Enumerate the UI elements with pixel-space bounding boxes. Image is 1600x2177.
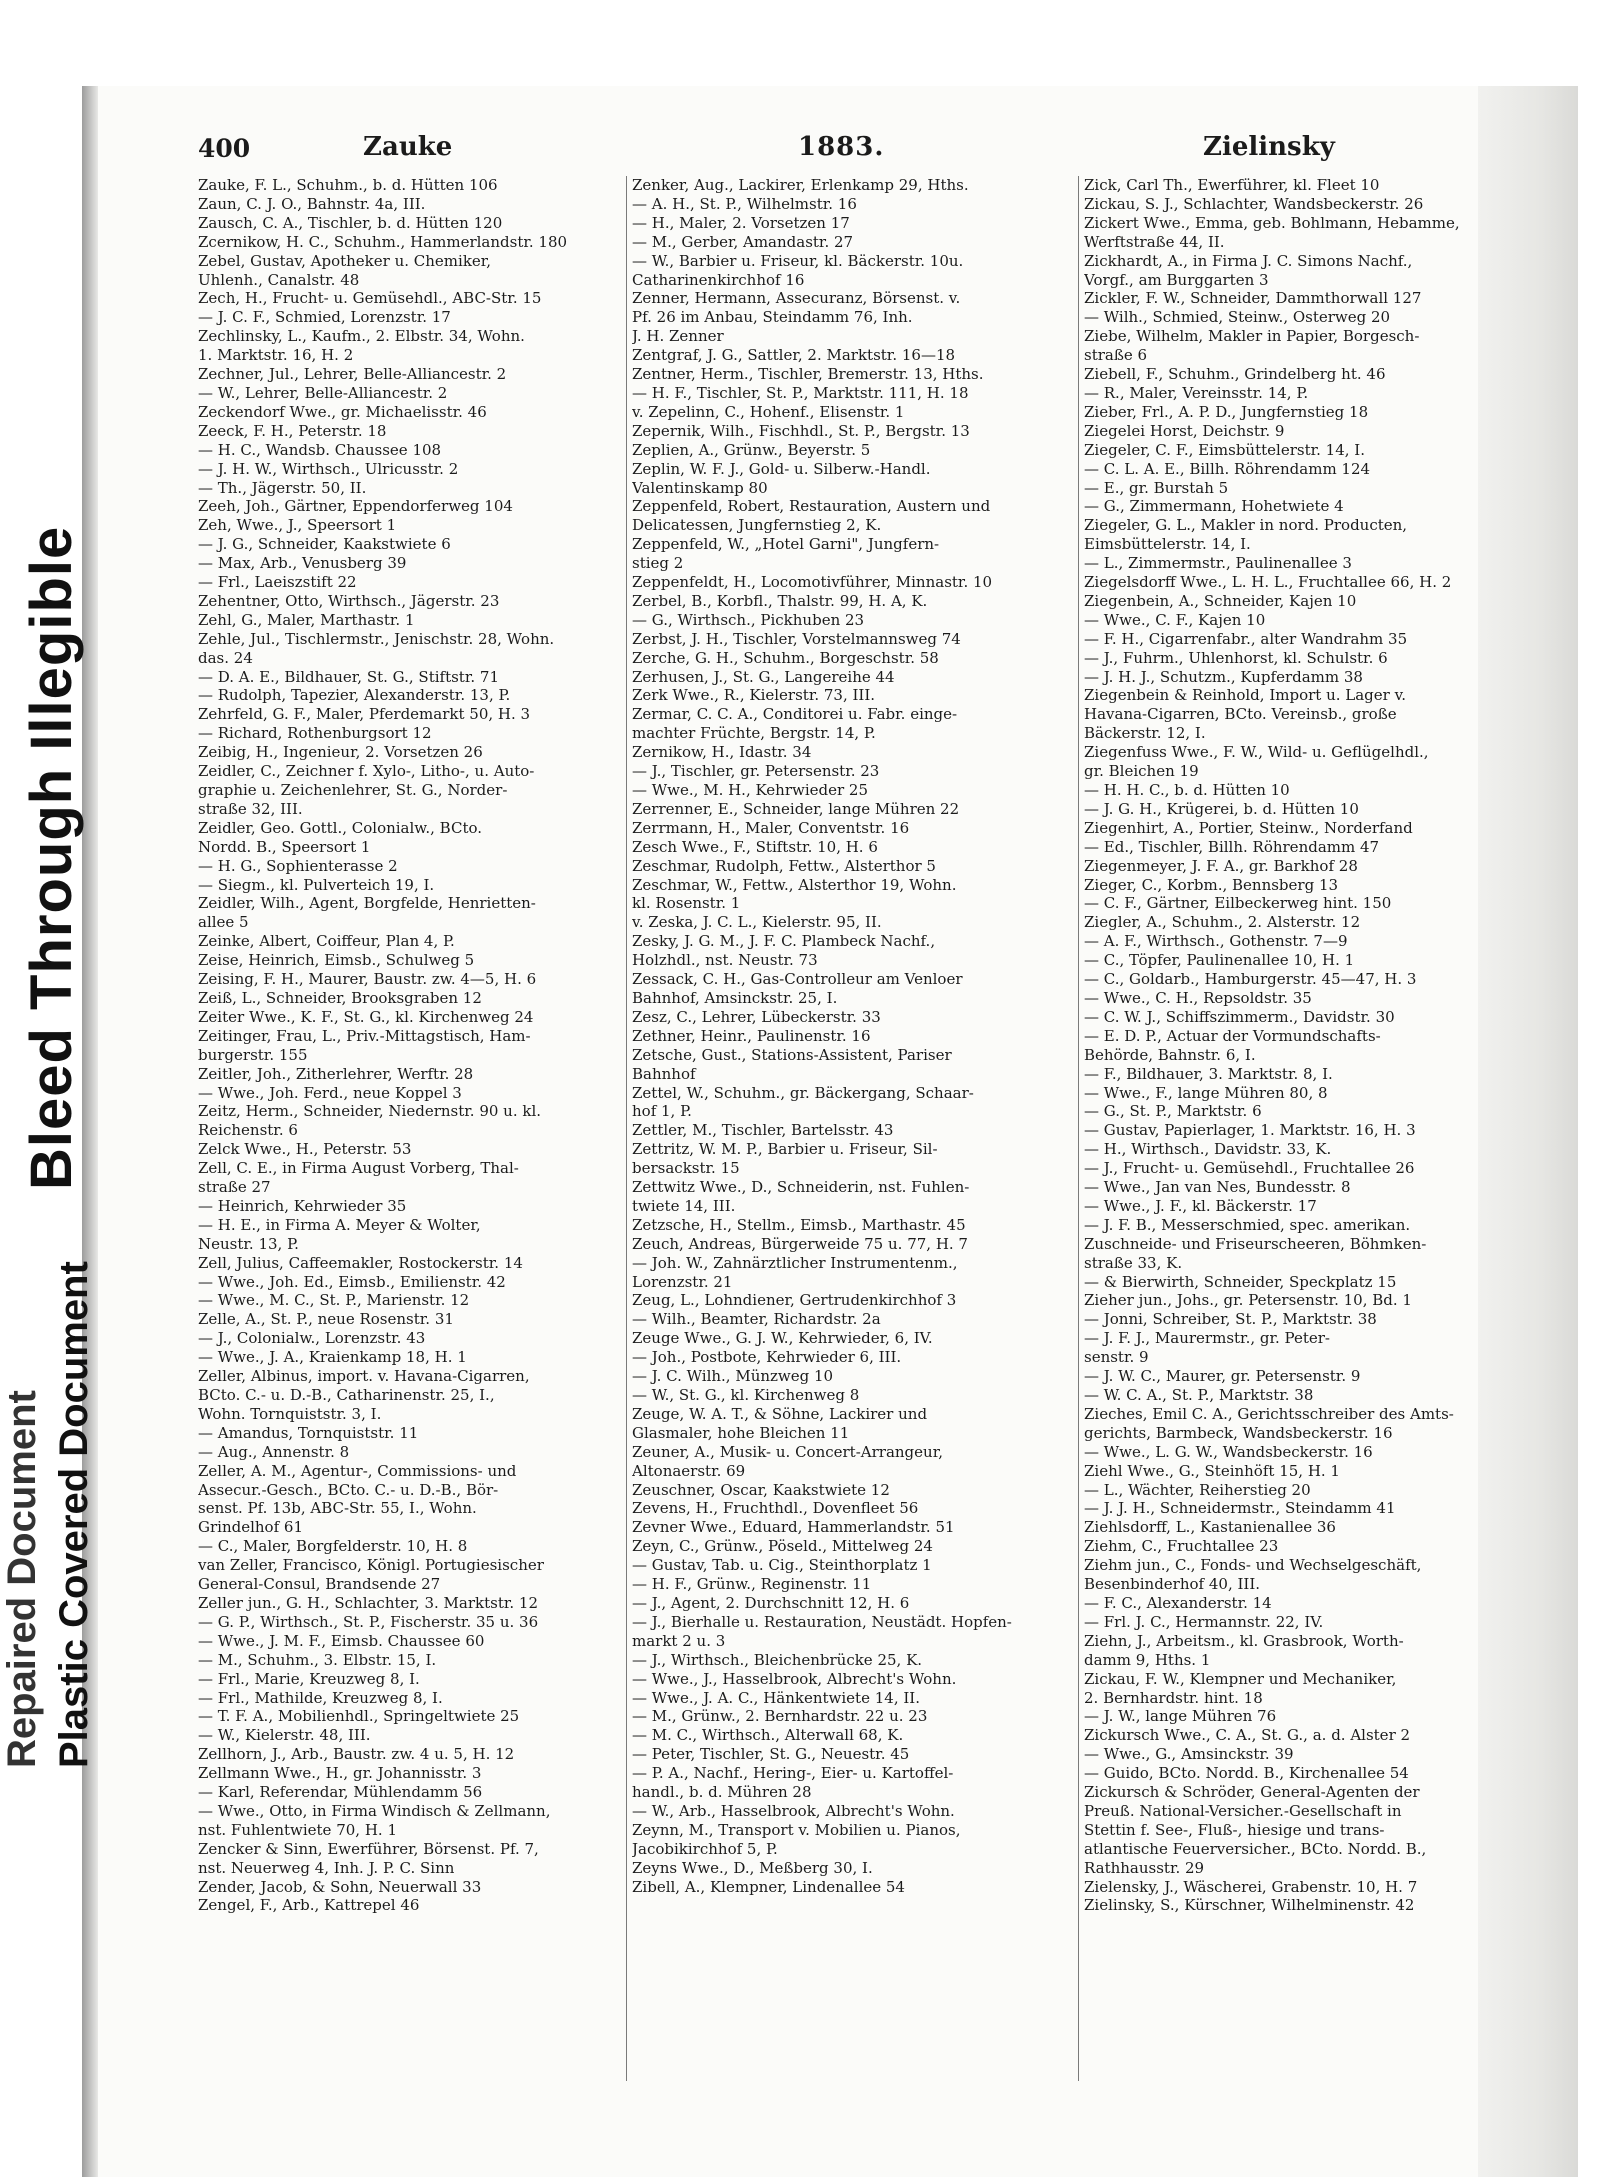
directory-entry-line: Zeppenfeld, Robert, Restauration, Austern und	[632, 497, 991, 516]
directory-entry-line: — J. J. H., Schneidermstr., Steindamm 41	[1084, 1499, 1396, 1518]
directory-entry-line: v. Zeska, J. C. L., Kielerstr. 95, II.	[632, 913, 882, 932]
directory-entry-line: — J. F. B., Messerschmied, spec. amerikan.	[1084, 1215, 1411, 1234]
directory-entry-line: — F. H., Cigarrenfabr., alter Wandrahm 35	[1084, 629, 1408, 648]
directory-entry-line: Zielinsky, S., Kürschner, Wilhelminenstr. 42	[1084, 1896, 1415, 1915]
directory-entry-line: Nordd. B., Speersort 1	[198, 837, 371, 856]
directory-entry-line: 1. Marktstr. 16, H. 2	[198, 346, 354, 365]
directory-entry-line: — M., Gerber, Amandastr. 27	[632, 232, 854, 251]
directory-entry-line: — J. G., Schneider, Kaakstwiete 6	[198, 535, 451, 554]
running-head	[198, 130, 1538, 174]
bleed-through-notice-text: Bleed Through Illegible	[19, 525, 84, 1190]
directory-entry-line: — J., Fuhrm., Uhlenhorst, kl. Schulstr. 6	[1084, 648, 1388, 667]
directory-entry-line: Ziegenbein, A., Schneider, Kajen 10	[1084, 591, 1357, 610]
last-entry-catchword: Zielinsky	[1203, 132, 1335, 162]
directory-entry-line: Lorenzstr. 21	[632, 1272, 733, 1291]
directory-entry-line: — Richard, Rothenburgsort 12	[198, 724, 432, 743]
directory-entry-line: — Wwe., C. H., Repsoldstr. 35	[1084, 988, 1312, 1007]
directory-entry-line: — Frl. J. C., Hermannstr. 22, IV.	[1084, 1612, 1324, 1631]
directory-entry-line: — C., Maler, Borgfelderstr. 10, H. 8	[198, 1537, 468, 1556]
directory-entry-line: Altonaerstr. 69	[632, 1461, 746, 1480]
directory-entry-line: Zeug, L., Lohndiener, Gertrudenkirchhof 3	[632, 1291, 957, 1310]
directory-entry-line: Zelck Wwe., H., Peterstr. 53	[198, 1140, 412, 1159]
directory-entry-line: — H. G., Sophienterasse 2	[198, 856, 398, 875]
directory-entry-line: Zetzsche, H., Stellm., Eimsb., Marthastr. 45	[632, 1215, 966, 1234]
directory-entry-line: — Max, Arb., Venusberg 39	[198, 554, 407, 573]
directory-entry-line: — C. L. A. E., Billh. Röhrendamm 124	[1084, 459, 1371, 478]
directory-entry-line: Zeynn, M., Transport v. Mobilien u. Pianos,	[632, 1820, 961, 1839]
directory-entry-line: — Wilh., Beamter, Richardstr. 2a	[632, 1310, 881, 1329]
directory-entry-line: Zehl, G., Maler, Marthastr. 1	[198, 610, 415, 629]
directory-entry-line: Zenker, Aug., Lackirer, Erlenkamp 29, Hths.	[632, 176, 969, 194]
directory-entry-line: Zengel, F., Arb., Kattrepel 46	[198, 1896, 420, 1915]
directory-entry-line: Zelle, A., St. P., neue Rosenstr. 31	[198, 1310, 454, 1329]
directory-entry-line: — W., Lehrer, Belle-Alliancestr. 2	[198, 383, 448, 402]
directory-entry-line: Zickursch Wwe., C. A., St. G., a. d. Alster 2	[1084, 1726, 1411, 1745]
directory-entry-line: General-Consul, Brandsende 27	[198, 1575, 441, 1594]
directory-entry-line: Zaun, C. J. O., Bahnstr. 4a, III.	[198, 194, 426, 213]
directory-entry-line: — G. P., Wirthsch., St. P., Fischerstr. 35 u. 36	[198, 1612, 539, 1631]
directory-entry-line: — D. A. E., Bildhauer, St. G., Stiftstr. 71	[198, 667, 499, 686]
directory-entry-line: Ziegeler, G. L., Makler in nord. Producten,	[1084, 516, 1408, 535]
directory-entry-line: Zermar, C. C. A., Conditorei u. Fabr. einge-	[632, 705, 958, 724]
directory-entry-line: Zeh, Wwe., J., Speersort 1	[198, 516, 397, 535]
directory-entry-line: Zell, Julius, Caffeemakler, Rostockerstr. 14	[198, 1253, 523, 1272]
directory-entry-line: — Wwe., J. M. F., Eimsb. Chaussee 60	[198, 1631, 485, 1650]
directory-entry-line: — Wwe., F., lange Mühren 80, 8	[1084, 1083, 1328, 1102]
directory-entry-line: Zech, H., Frucht- u. Gemüsehdl., ABC-Str. 15	[198, 289, 542, 308]
directory-entry-line: — J., Agent, 2. Durchschnitt 12, H. 6	[632, 1593, 910, 1612]
directory-entry-line: Ziegelei Horst, Deichstr. 9	[1084, 421, 1285, 440]
directory-entry-line: — M., Schuhm., 3. Elbstr. 15, I.	[198, 1650, 437, 1669]
directory-entry-line: Zeppenfeld, W., „Hotel Garni", Jungfern-	[632, 535, 940, 554]
directory-entry-line: Zeller, A. M., Agentur-, Commissions- und	[198, 1461, 517, 1480]
directory-entry-line: Zeiter Wwe., K. F., St. G., kl. Kirchenweg 24	[198, 1007, 534, 1026]
directory-entry-line: — F., Bildhauer, 3. Marktstr. 8, I.	[1084, 1064, 1333, 1083]
directory-entry-line: Zetsche, Gust., Stations-Assistent, Pariser	[632, 1045, 952, 1064]
repaired-document-notice-text: Repaired Document	[0, 1390, 44, 1768]
directory-entry-line: — Rudolph, Tapezier, Alexanderstr. 13, P.	[198, 686, 511, 705]
directory-entry-line: Zepernik, Wilh., Fischhdl., St. P., Bergstr. 13	[632, 421, 970, 440]
directory-entry-line: Zeidler, C., Zeichner f. Xylo-, Litho-, u. Auto-	[198, 762, 535, 781]
directory-entry-line: Zieger, C., Korbm., Bennsberg 13	[1084, 875, 1339, 894]
directory-entry-line: Zerk Wwe., R., Kielerstr. 73, III.	[632, 686, 876, 705]
directory-entry-line: — Wwe., M. C., St. P., Marienstr. 12	[198, 1291, 470, 1310]
directory-entry-line: — H. F., Tischler, St. P., Marktstr. 111, H. 18	[632, 383, 969, 402]
directory-entry-line: — Wwe., J., Hasselbrook, Albrecht's Wohn.	[632, 1669, 957, 1688]
directory-entry-line: — J. G. H., Krügerei, b. d. Hütten 10	[1084, 799, 1359, 818]
directory-entry-line: Zettel, W., Schuhm., gr. Bäckergang, Schaar-	[632, 1083, 974, 1102]
directory-page	[198, 130, 1538, 2090]
directory-entry-line: Ziegenfuss Wwe., F. W., Wild- u. Geflügelhdl.,	[1084, 743, 1429, 762]
directory-entry-line: Ziegenbein & Reinhold, Import u. Lager v.	[1084, 686, 1407, 705]
directory-entry-line: — Jonni, Schreiber, St. P., Marktstr. 38	[1084, 1310, 1377, 1329]
directory-entry-line: Ziegeler, C. F., Eimsbüttelerstr. 14, I.	[1084, 440, 1365, 459]
directory-entry-line: Ziehn, J., Arbeitsm., kl. Grasbrook, Worth-	[1084, 1631, 1404, 1650]
directory-entry-line: Zeckendorf Wwe., gr. Michaelisstr. 46	[198, 402, 487, 421]
directory-entry-line: Zeplien, A., Grünw., Beyerstr. 5	[632, 440, 871, 459]
directory-entry-line: Zickursch & Schröder, General-Agenten der	[1084, 1783, 1420, 1802]
directory-entry-line: — J. C. F., Schmied, Lorenzstr. 17	[198, 308, 451, 327]
directory-entry-line: — P. A., Nachf., Hering-, Eier- u. Kartoffel-	[632, 1764, 954, 1783]
directory-entry-line: Zcernikow, H. C., Schuhm., Hammerlandstr. 180	[198, 232, 568, 251]
directory-entry-line: Zeitinger, Frau, L., Priv.-Mittagstisch, Ham-	[198, 1026, 531, 1045]
directory-entry-line: Bäckerstr. 12, I.	[1084, 724, 1206, 743]
directory-entry-line: Zibell, A., Klempner, Lindenallee 54	[632, 1877, 905, 1896]
directory-entry-line: — A. H., St. P., Wilhelmstr. 16	[632, 194, 857, 213]
directory-entry-line: Zick, Carl Th., Ewerführer, kl. Fleet 10	[1084, 176, 1380, 194]
directory-entry-line: — Wwe., J. A., Kraienkamp 18, H. 1	[198, 1348, 467, 1367]
directory-entry-line: — Joh. W., Zahnärztlicher Instrumentenm.,	[632, 1253, 958, 1272]
directory-entry-line: Zeidler, Wilh., Agent, Borgfelde, Henrietten-	[198, 894, 536, 913]
directory-entry-line: Zeeh, Joh., Gärtner, Eppendorferweg 104	[198, 497, 513, 516]
directory-entry-line: Zeller, Albinus, import. v. Havana-Cigarren,	[198, 1367, 530, 1386]
directory-entry-line: graphie u. Zeichenlehrer, St. G., Norder-	[198, 781, 508, 799]
directory-entry-line: straße 33, K.	[1084, 1253, 1183, 1272]
directory-entry-line: Zehrfeld, G. F., Maler, Pferdemarkt 50, H. 3	[198, 705, 531, 724]
directory-entry-line: Zeyns Wwe., D., Meßberg 30, I.	[632, 1858, 873, 1877]
directory-entry-line: Delicatessen, Jungfernstieg 2, K.	[632, 516, 882, 535]
directory-entry-line: Zettritz, W. M. P., Barbier u. Friseur, Sil-	[632, 1140, 938, 1159]
directory-column-3	[1084, 176, 1529, 2081]
directory-entry-line: straße 6	[1084, 346, 1148, 365]
directory-entry-line: Zellmann Wwe., H., gr. Johannisstr. 3	[198, 1764, 482, 1783]
directory-entry-line: Ziehlsdorff, L., Kastanienallee 36	[1084, 1518, 1336, 1537]
directory-entry-line: — W., Arb., Hasselbrook, Albrecht's Wohn.	[632, 1801, 955, 1820]
directory-entry-line: — A. F., Wirthsch., Gothenstr. 7—9	[1084, 932, 1348, 951]
directory-entry-line: Zessack, C. H., Gas-Controlleur am Venloer	[632, 970, 963, 989]
directory-entry-line: Pf. 26 im Anbau, Steindamm 76, Inh.	[632, 308, 913, 327]
directory-entry-line: Bahnhof, Amsinckstr. 25, I.	[632, 988, 838, 1007]
directory-entry-line: — J. F. J., Maurermstr., gr. Peter-	[1084, 1329, 1330, 1348]
directory-entry-line: nst. Neuerweg 4, Inh. J. P. C. Sinn	[198, 1858, 455, 1877]
directory-entry-line: burgerstr. 155	[198, 1045, 308, 1064]
directory-entry-line: Ziegenmeyer, J. F. A., gr. Barkhof 28	[1084, 856, 1358, 875]
directory-entry-line: Zevner Wwe., Eduard, Hammerlandstr. 51	[632, 1518, 955, 1537]
directory-entry-line: — M. C., Wirthsch., Alterwall 68, K.	[632, 1726, 904, 1745]
directory-entry-line: — Peter, Tischler, St. G., Neuestr. 45	[632, 1745, 910, 1764]
directory-entry-line: Zehle, Jul., Tischlermstr., Jenischstr. 28, Wohn.	[198, 629, 555, 648]
directory-entry-line: — W., St. G., kl. Kirchenweg 8	[632, 1386, 860, 1404]
directory-entry-line: — C. F., Gärtner, Eilbeckerweg hint. 150	[1084, 894, 1392, 913]
directory-entry-line: Zerbel, B., Korbfl., Thalstr. 99, H. A, K.	[632, 591, 928, 610]
directory-entry-line: — H., Maler, 2. Vorsetzen 17	[632, 213, 850, 232]
directory-entry-line: Zeller jun., G. H., Schlachter, 3. Marktstr. 12	[198, 1593, 538, 1612]
directory-entry-line: Ziegler, A., Schuhm., 2. Alsterstr. 12	[1084, 913, 1361, 932]
directory-entry-line: Zeibig, H., Ingenieur, 2. Vorsetzen 26	[198, 743, 483, 762]
directory-entry-line: Zesch Wwe., F., Stiftstr. 10, H. 6	[632, 837, 878, 856]
directory-entry-line: Zethner, Heinr., Paulinenstr. 16	[632, 1026, 871, 1045]
directory-entry-line: damm 9, Hths. 1	[1084, 1650, 1211, 1669]
directory-entry-line: Zerbst, J. H., Tischler, Vorstelmannsweg 74	[632, 629, 961, 648]
directory-entry-line: — J. H. J., Schutzm., Kupferdamm 38	[1084, 667, 1363, 686]
directory-entry-line: bersackstr. 15	[632, 1159, 740, 1178]
directory-entry-line: van Zeller, Francisco, Königl. Portugiesischer	[198, 1556, 544, 1575]
directory-entry-line: BCto. C.- u. D.-B., Catharinenstr. 25, I.,	[198, 1386, 495, 1404]
directory-entry-line: Zeuch, Andreas, Bürgerweide 75 u. 77, H. 7	[632, 1234, 968, 1253]
directory-entry-line: — J., Tischler, gr. Petersenstr. 23	[632, 762, 880, 781]
plastic-covered-notice-text: Plastic Covered Document	[52, 1261, 96, 1768]
directory-entry-line: Bahnhof	[632, 1064, 696, 1083]
directory-entry-line: — Frl., Marie, Kreuzweg 8, I.	[198, 1669, 420, 1688]
directory-entry-line: — Wwe., Otto, in Firma Windisch & Zellmann,	[198, 1801, 551, 1820]
directory-entry-line: — Frl., Laeiszstift 22	[198, 573, 357, 592]
directory-entry-line: Zeiß, L., Schneider, Brooksgraben 12	[198, 988, 482, 1007]
directory-entry-line: Eimsbüttelerstr. 14, I.	[1084, 535, 1251, 554]
directory-entry-line: — H., Wirthsch., Davidstr. 33, K.	[1084, 1140, 1332, 1159]
directory-entry-line: — C., Goldarb., Hamburgerstr. 45—47, H. 3	[1084, 970, 1417, 989]
directory-entry-line: — Heinrich, Kehrwieder 35	[198, 1196, 407, 1215]
directory-entry-line: Zentner, Herm., Tischler, Bremerstr. 13, Hths.	[632, 365, 984, 384]
directory-entry-line: Zeise, Heinrich, Eimsb., Schulweg 5	[198, 951, 475, 970]
directory-entry-line: — Th., Jägerstr. 50, II.	[198, 478, 367, 497]
directory-entry-line: Ziehm jun., C., Fonds- und Wechselgeschäft,	[1084, 1556, 1422, 1575]
directory-entry-line: Zeitz, Herm., Schneider, Niedernstr. 90 u. kl.	[198, 1102, 542, 1121]
directory-entry-line: das. 24	[198, 648, 253, 667]
directory-entry-line: Zickert Wwe., Emma, geb. Bohlmann, Hebamme,	[1084, 213, 1460, 232]
directory-entry-line: — Ed., Tischler, Billh. Röhrendamm 47	[1084, 837, 1380, 856]
directory-entry-line: Zeyn, C., Grünw., Pöseld., Mittelweg 24	[632, 1537, 933, 1556]
directory-entry-line: handl., b. d. Mühren 28	[632, 1783, 812, 1802]
directory-entry-line: Wohn. Tornquiststr. 3, I.	[198, 1404, 382, 1423]
directory-entry-line: — E., gr. Burstah 5	[1084, 478, 1229, 497]
directory-entry-line: Stettin f. See-, Fluß-, hiesige und trans-	[1084, 1820, 1385, 1839]
directory-entry-line: Zickler, F. W., Schneider, Dammthorwall 127	[1084, 289, 1422, 308]
directory-entry-line: — R., Maler, Vereinsstr. 14, P.	[1084, 383, 1309, 402]
directory-entry-line: — W. C. A., St. P., Marktstr. 38	[1084, 1386, 1314, 1404]
directory-entry-line: — Frl., Mathilde, Kreuzweg 8, I.	[198, 1688, 443, 1707]
page-number: 400	[198, 134, 251, 163]
directory-entry-line: Werftstraße 44, II.	[1084, 232, 1225, 251]
directory-columns	[198, 176, 1538, 2081]
directory-entry-line: — C. W. J., Schiffszimmerm., Davidstr. 30	[1084, 1007, 1395, 1026]
directory-entry-line: — Wwe., Joh. Ferd., neue Koppel 3	[198, 1083, 462, 1102]
directory-entry-line: — H. H. C., b. d. Hütten 10	[1084, 781, 1290, 799]
directory-entry-line: — J. C. Wilh., Münzweg 10	[632, 1367, 834, 1386]
directory-entry-line: atlantische Feuerversicher., BCto. Nordd. B.,	[1084, 1839, 1427, 1858]
directory-entry-line: Zellhorn, J., Arb., Baustr. zw. 4 u. 5, H. 12	[198, 1745, 515, 1764]
column-divider	[1078, 176, 1079, 2081]
directory-entry-line: Ziebe, Wilhelm, Makler in Papier, Borgesch-	[1084, 327, 1420, 346]
directory-entry-line: Ziegenhirt, A., Portier, Steinw., Norderfand	[1084, 818, 1413, 837]
directory-entry-line: J. H. Zenner	[632, 327, 724, 346]
directory-entry-line: Zausch, C. A., Tischler, b. d. Hütten 120	[198, 213, 503, 232]
directory-column-2	[632, 176, 1072, 2081]
directory-entry-line: senst. Pf. 13b, ABC-Str. 55, I., Wohn.	[198, 1499, 477, 1518]
directory-entry-line: Zieber, Frl., A. P. D., Jungfernstieg 18	[1084, 402, 1369, 421]
directory-entry-line: Zeuge Wwe., G. J. W., Kehrwieder, 6, IV.	[632, 1329, 933, 1348]
directory-entry-line: — Gustav, Papierlager, 1. Marktstr. 16, H. 3	[1084, 1121, 1416, 1140]
directory-entry-line: Zender, Jacob, & Sohn, Neuerwall 33	[198, 1877, 482, 1896]
directory-entry-line: Rathhausstr. 29	[1084, 1858, 1205, 1877]
directory-entry-line: — W., Barbier u. Friseur, kl. Bäckerstr. 10u.	[632, 251, 964, 270]
directory-entry-line: — Wwe., G., Amsinckstr. 39	[1084, 1745, 1294, 1764]
directory-entry-line: Zerrenner, E., Schneider, lange Mühren 22	[632, 799, 960, 818]
directory-entry-line: Vorgf., am Burggarten 3	[1084, 270, 1269, 289]
directory-entry-line: — Joh., Postbote, Kehrwieder 6, III.	[632, 1348, 902, 1367]
directory-entry-line: Zeuge, W. A. T., & Söhne, Lackirer und	[632, 1404, 928, 1423]
directory-entry-line: Zerrmann, H., Maler, Conventstr. 16	[632, 818, 910, 837]
directory-entry-line: — Siegm., kl. Pulverteich 19, I.	[198, 875, 435, 894]
directory-entry-line: Besenbinderhof 40, III.	[1084, 1575, 1261, 1594]
directory-entry-line: kl. Rosenstr. 1	[632, 894, 741, 913]
directory-entry-line: Neustr. 13, P.	[198, 1234, 299, 1253]
directory-entry-line: Zerche, G. H., Schuhm., Borgeschstr. 58	[632, 648, 939, 667]
column-divider	[626, 176, 627, 2081]
directory-entry-line: Zeppenfeldt, H., Locomotivführer, Minnastr. 10	[632, 573, 993, 592]
directory-entry-line: — J. W., lange Mühren 76	[1084, 1707, 1277, 1726]
directory-entry-line: — Karl, Referendar, Mühlendamm 56	[198, 1783, 483, 1802]
directory-entry-line: — H. E., in Firma A. Meyer & Wolter,	[198, 1215, 481, 1234]
directory-entry-line: — W., Kielerstr. 48, III.	[198, 1726, 371, 1745]
directory-entry-line: Zickhardt, A., in Firma J. C. Simons Nachf.,	[1084, 251, 1413, 270]
directory-entry-line: Jacobikirchhof 5, P.	[632, 1839, 778, 1858]
directory-entry-line: — Wwe., Jan van Nes, Bundesstr. 8	[1084, 1178, 1351, 1197]
directory-entry-line: Ziebell, F., Schuhm., Grindelberg ht. 46	[1084, 365, 1386, 384]
directory-entry-line: — J., Frucht- u. Gemüsehdl., Fruchtallee 26	[1084, 1159, 1415, 1178]
directory-entry-line: twiete 14, III.	[632, 1196, 736, 1215]
directory-entry-line: Zuschneide- und Friseurscheeren, Böhmken-	[1084, 1234, 1427, 1253]
directory-entry-line: — C., Töpfer, Paulinenallee 10, H. 1	[1084, 951, 1355, 970]
directory-entry-line: Ziehm, C., Fruchtallee 23	[1084, 1537, 1279, 1556]
directory-entry-line: Zesky, J. G. M., J. F. C. Plambeck Nachf.,	[632, 932, 936, 951]
directory-entry-line: Ziehl Wwe., G., Steinhöft 15, H. 1	[1084, 1461, 1340, 1480]
directory-entry-line: Zerhusen, J., St. G., Langereihe 44	[632, 667, 895, 686]
directory-entry-line: Zebel, Gustav, Apotheker u. Chemiker,	[198, 251, 492, 270]
directory-entry-line: markt 2 u. 3	[632, 1631, 726, 1650]
directory-entry-line: — E. D. P., Actuar der Vormundschafts-	[1084, 1026, 1381, 1045]
directory-entry-line: Zernikow, H., Idastr. 34	[632, 743, 812, 762]
directory-entry-line: — G., Zimmermann, Hohetwiete 4	[1084, 497, 1344, 516]
directory-entry-line: straße 27	[198, 1178, 271, 1197]
directory-entry-line: Glasmaler, hohe Bleichen 11	[632, 1423, 850, 1442]
directory-entry-line: — J. H. W., Wirthsch., Ulricusstr. 2	[198, 459, 459, 478]
directory-entry-line: Zeinke, Albert, Coiffeur, Plan 4, P.	[198, 932, 455, 951]
directory-entry-line: Valentinskamp 80	[632, 478, 768, 497]
directory-entry-line: — Wwe., L. G. W., Wandsbeckerstr. 16	[1084, 1442, 1373, 1461]
directory-entry-line: Uhlenh., Canalstr. 48	[198, 270, 360, 289]
directory-entry-line: v. Zepelinn, C., Hohenf., Elisenstr. 1	[632, 402, 905, 421]
directory-entry-line: Zieches, Emil C. A., Gerichtsschreiber des Amts-	[1084, 1404, 1454, 1423]
directory-year: 1883.	[798, 132, 885, 162]
directory-entry-line: Zickau, F. W., Klempner und Mechaniker,	[1084, 1669, 1397, 1688]
directory-entry-line: Zickau, S. J., Schlachter, Wandsbeckerstr. 26	[1084, 194, 1424, 213]
first-entry-catchword: Zauke	[363, 132, 453, 162]
directory-entry-line: — Wwe., M. H., Kehrwieder 25	[632, 781, 869, 799]
directory-entry-line: — H. F., Grünw., Reginenstr. 11	[632, 1575, 872, 1594]
directory-entry-line: Zesz, C., Lehrer, Lübeckerstr. 33	[632, 1007, 881, 1026]
directory-entry-line: Zell, C. E., in Firma August Vorberg, Thal-	[198, 1159, 519, 1178]
directory-entry-line: — M., Grünw., 2. Bernhardstr. 22 u. 23	[632, 1707, 928, 1726]
directory-entry-line: — Wwe., J. F., kl. Bäckerstr. 17	[1084, 1196, 1317, 1215]
directory-entry-line: — F. C., Alexanderstr. 14	[1084, 1593, 1272, 1612]
directory-entry-line: Assecur.-Gesch., BCto. C.- u. D.-B., Bör-	[198, 1480, 499, 1499]
directory-entry-line: — J. W. C., Maurer, gr. Petersenstr. 9	[1084, 1367, 1361, 1386]
directory-entry-line: — Wwe., C. F., Kajen 10	[1084, 610, 1266, 629]
directory-entry-line: — Amandus, Tornquiststr. 11	[198, 1423, 419, 1442]
directory-entry-line: — L., Wächter, Reiherstieg 20	[1084, 1480, 1311, 1499]
directory-entry-line: Zechlinsky, L., Kaufm., 2. Elbstr. 34, Wohn.	[198, 327, 525, 346]
directory-entry-line: nst. Fuhlentwiete 70, H. 1	[198, 1820, 397, 1839]
directory-entry-line: — Wwe., Joh. Ed., Eimsb., Emilienstr. 42	[198, 1272, 506, 1291]
directory-entry-line: Catharinenkirchhof 16	[632, 270, 805, 289]
directory-entry-line: Zevens, H., Fruchthdl., Dovenfleet 56	[632, 1499, 919, 1518]
directory-entry-line: stieg 2	[632, 554, 684, 573]
directory-entry-line: Zenner, Hermann, Assecuranz, Börsenst. v.	[632, 289, 961, 308]
directory-entry-line: — J., Bierhalle u. Restauration, Neustädt. Hopfen-	[632, 1612, 1012, 1631]
directory-entry-line: Zettwitz Wwe., D., Schneiderin, nst. Fuhlen-	[632, 1178, 970, 1197]
directory-entry-line: — Wilh., Schmied, Steinw., Osterweg 20	[1084, 308, 1391, 327]
directory-entry-line: Havana-Cigarren, BCto. Vereinsb., große	[1084, 705, 1397, 724]
directory-entry-line: Zeuschner, Oscar, Kaakstwiete 12	[632, 1480, 890, 1499]
directory-entry-line: Zentgraf, J. G., Sattler, 2. Marktstr. 16—18	[632, 346, 956, 365]
directory-entry-line: gerichts, Barmbeck, Wandsbeckerstr. 16	[1084, 1423, 1393, 1442]
directory-entry-line: Zeuner, A., Musik- u. Concert-Arrangeur,	[632, 1442, 943, 1461]
directory-entry-line: Zeeck, F. H., Peterstr. 18	[198, 421, 387, 440]
directory-entry-line: — Aug., Annenstr. 8	[198, 1442, 350, 1461]
directory-entry-line: gr. Bleichen 19	[1084, 762, 1199, 781]
directory-entry-line: — Gustav, Tab. u. Cig., Steinthorplatz 1	[632, 1556, 932, 1575]
directory-entry-line: — & Bierwirth, Schneider, Speckplatz 15	[1084, 1272, 1397, 1291]
directory-entry-line: allee 5	[198, 913, 249, 932]
directory-entry-line: Ziegelsdorff Wwe., L. H. L., Fruchtallee 66, H. 2	[1084, 573, 1452, 592]
directory-entry-line: 2. Bernhardstr. hint. 18	[1084, 1688, 1263, 1707]
directory-entry-line: — J., Colonialw., Lorenzstr. 43	[198, 1329, 426, 1348]
directory-entry-line: Zettler, M., Tischler, Bartelsstr. 43	[632, 1121, 894, 1140]
directory-entry-line: — J., Wirthsch., Bleichenbrücke 25, K.	[632, 1650, 923, 1669]
directory-entry-line: Zeschmar, Rudolph, Fettw., Alsterthor 5	[632, 856, 936, 875]
directory-entry-line: Zechner, Jul., Lehrer, Belle-Alliancestr. 2	[198, 365, 507, 384]
directory-entry-line: — H. C., Wandsb. Chaussee 108	[198, 440, 442, 459]
directory-entry-line: Zehentner, Otto, Wirthsch., Jägerstr. 23	[198, 591, 500, 610]
directory-entry-line: Zeidler, Geo. Gottl., Colonialw., BCto.	[198, 818, 483, 837]
directory-entry-line: Zieher jun., Johs., gr. Petersenstr. 10, Bd. 1	[1084, 1291, 1412, 1310]
directory-entry-line: machter Früchte, Bergstr. 14, P.	[632, 724, 876, 743]
directory-entry-line: Zeitler, Joh., Zitherlehrer, Werftr. 28	[198, 1064, 474, 1083]
directory-entry-line: senstr. 9	[1084, 1348, 1149, 1367]
directory-entry-line: Zauke, F. L., Schuhm., b. d. Hütten 106	[198, 176, 498, 194]
directory-entry-line: Preuß. National-Versicher.-Gesellschaft in	[1084, 1801, 1402, 1820]
directory-entry-line: Zeplin, W. F. J., Gold- u. Silberw.-Handl.	[632, 459, 931, 478]
directory-entry-line: Zeschmar, W., Fettw., Alsterthor 19, Wohn.	[632, 875, 957, 894]
directory-entry-line: Reichenstr. 6	[198, 1121, 298, 1140]
directory-entry-line: — G., Wirthsch., Pickhuben 23	[632, 610, 865, 629]
directory-entry-line: Behörde, Bahnstr. 6, I.	[1084, 1045, 1256, 1064]
directory-entry-line: — Guido, BCto. Nordd. B., Kirchenallee 54	[1084, 1764, 1409, 1783]
directory-entry-line: — L., Zimmermstr., Paulinenallee 3	[1084, 554, 1352, 573]
directory-entry-line: — T. F. A., Mobilienhdl., Springeltwiete 25	[198, 1707, 520, 1726]
directory-entry-line: Zencker & Sinn, Ewerführer, Börsenst. Pf. 7,	[198, 1839, 539, 1858]
directory-entry-line: Grindelhof 61	[198, 1518, 303, 1537]
directory-column-1	[198, 176, 618, 2081]
directory-entry-line: straße 32, III.	[198, 799, 303, 818]
directory-entry-line: Holzhdl., nst. Neustr. 73	[632, 951, 818, 970]
directory-entry-line: hof 1, P.	[632, 1102, 692, 1121]
directory-entry-line: Zeising, F. H., Maurer, Baustr. zw. 4—5, H. 6	[198, 970, 537, 989]
directory-entry-line: — G., St. P., Marktstr. 6	[1084, 1102, 1262, 1121]
directory-entry-line: — Wwe., J. A. C., Hänkentwiete 14, II.	[632, 1688, 920, 1707]
directory-entry-line: Zielensky, J., Wäscherei, Grabenstr. 10, H. 7	[1084, 1877, 1418, 1896]
